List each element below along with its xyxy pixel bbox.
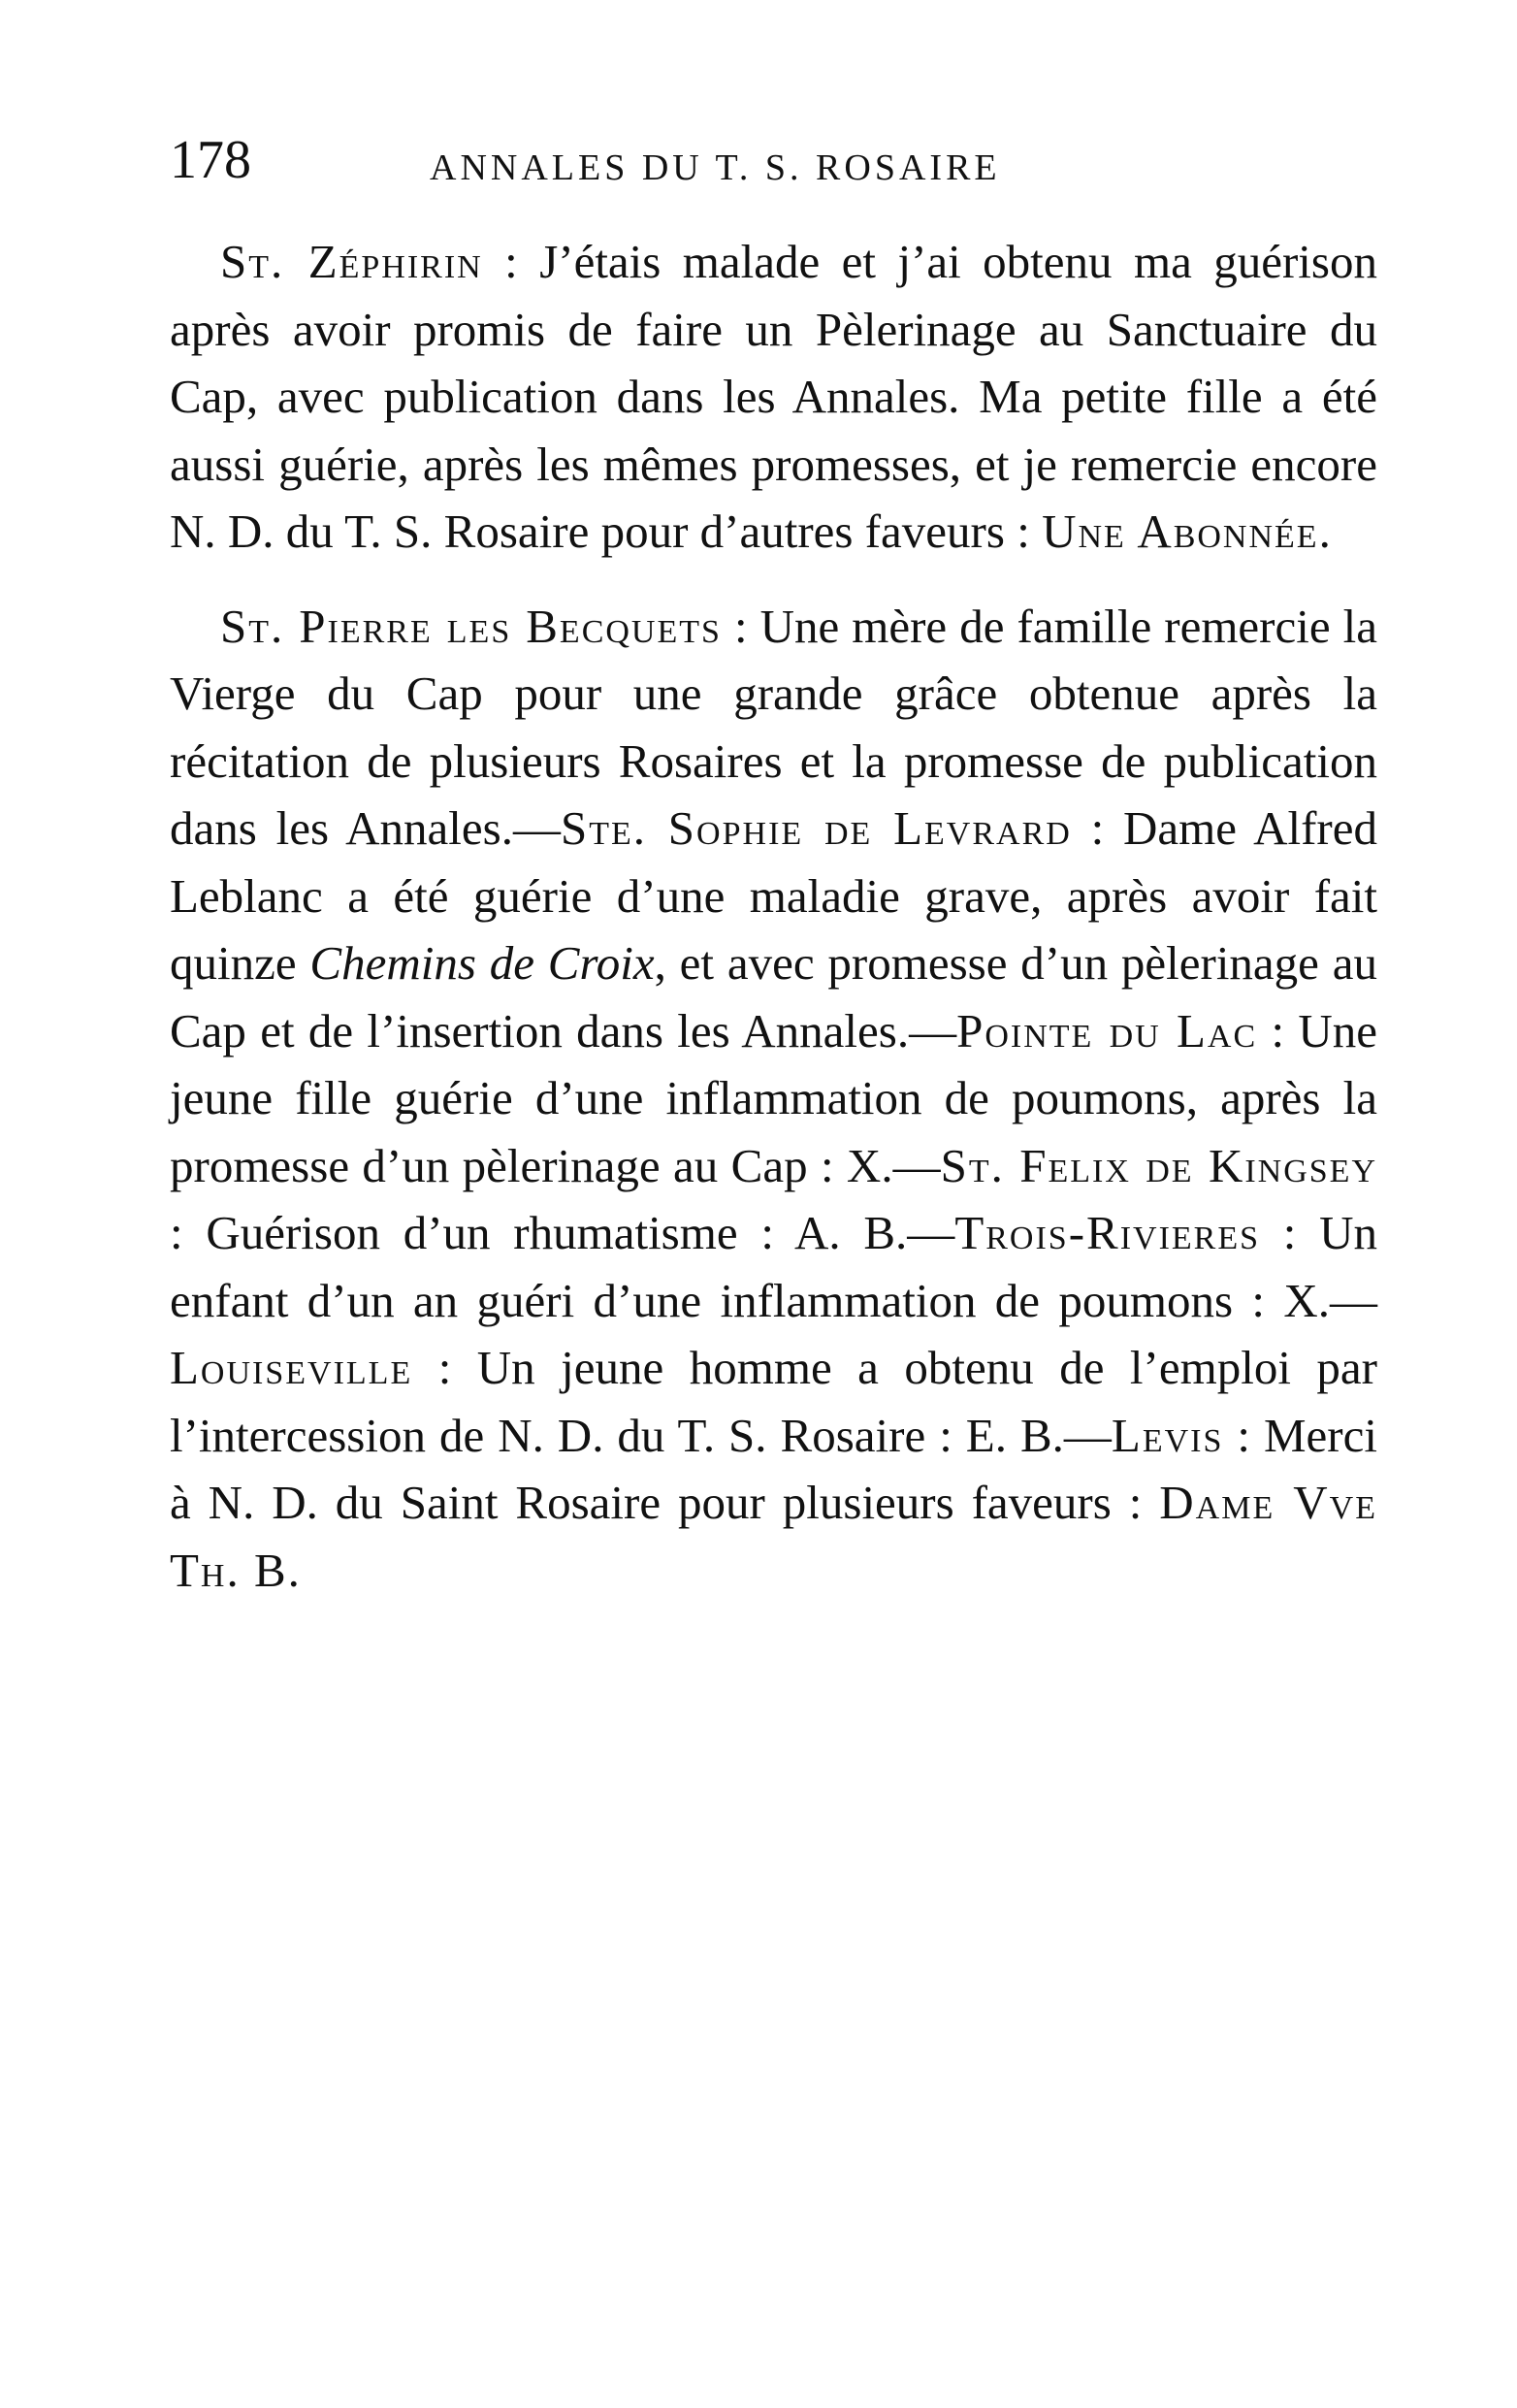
- paragraph-text: : Dame Alfred Leblanc a été guérie d’une maladie grave, après avoir fait quinze: [170, 801, 1377, 990]
- place-name: St. Pierre les Becquets: [220, 599, 722, 653]
- paragraph-st-zephirin: [170, 228, 1377, 566]
- page-number: 178: [170, 130, 251, 190]
- place-name: Pointe du Lac: [956, 1003, 1258, 1058]
- place-name: St. Zéphirin: [220, 235, 483, 288]
- italic-title: Chemins de Croix: [309, 936, 655, 990]
- body-text: [170, 228, 1377, 1604]
- place-name: Louiseville: [170, 1341, 413, 1394]
- place-name: Ste. Sophie de Levrard: [560, 801, 1072, 855]
- paragraph-text: : Merci à N. D. du Saint Rosaire pour plusieurs faveurs :: [170, 1408, 1377, 1529]
- paragraph-text: : Une jeune fille guérie d’une inflammation de poumons, après la promesse d’un pèlerinage au Cap : X.—: [170, 1003, 1377, 1192]
- paragraph-text: : Une mère de famille remercie la Vierge du Cap pour une grande grâce obtenue après la récitation de plusieurs Rosaires et la promesse de publication dans les Annales.—: [170, 599, 1377, 855]
- place-name: St. Felix de Kingsey: [940, 1138, 1377, 1192]
- paragraph-text: : Un enfant d’un an guéri d’une inflammation de poumons : X.—: [170, 1206, 1378, 1327]
- signature: Une Abonnée.: [1042, 504, 1333, 558]
- place-name: Levis: [1111, 1408, 1224, 1462]
- paragraph-text: , et avec promesse d’un pèlerinage au Cap et de l’insertion dans les Annales.—: [170, 936, 1377, 1058]
- paragraph-st-pierre-les-becquets: [170, 593, 1377, 1605]
- paragraph-text: : Guérison d’un rhumatisme : A. B.—: [170, 1206, 955, 1259]
- paragraph-text: : J’étais malade et j’ai obtenu ma guérison après avoir promis de faire un Pèlerinage au Sanctuaire du Cap, avec publication dans les Annales. Ma petite fille a été aussi guérie, après les mêmes promesses, et je remercie encore N. D. du T. S. Rosaire pour d’autres faveurs :: [170, 235, 1377, 558]
- signature: Dame Vve Th. B.: [170, 1476, 1377, 1597]
- paragraph-text: : Un jeune homme a obtenu de l’emploi par l’intercession de N. D. du T. S. Rosaire : E. B.—: [170, 1341, 1377, 1462]
- running-title: ANNALES DU T. S. ROSAIRE: [430, 147, 1001, 188]
- place-name: Trois-Rivieres: [954, 1206, 1261, 1259]
- page-header: [170, 121, 1392, 199]
